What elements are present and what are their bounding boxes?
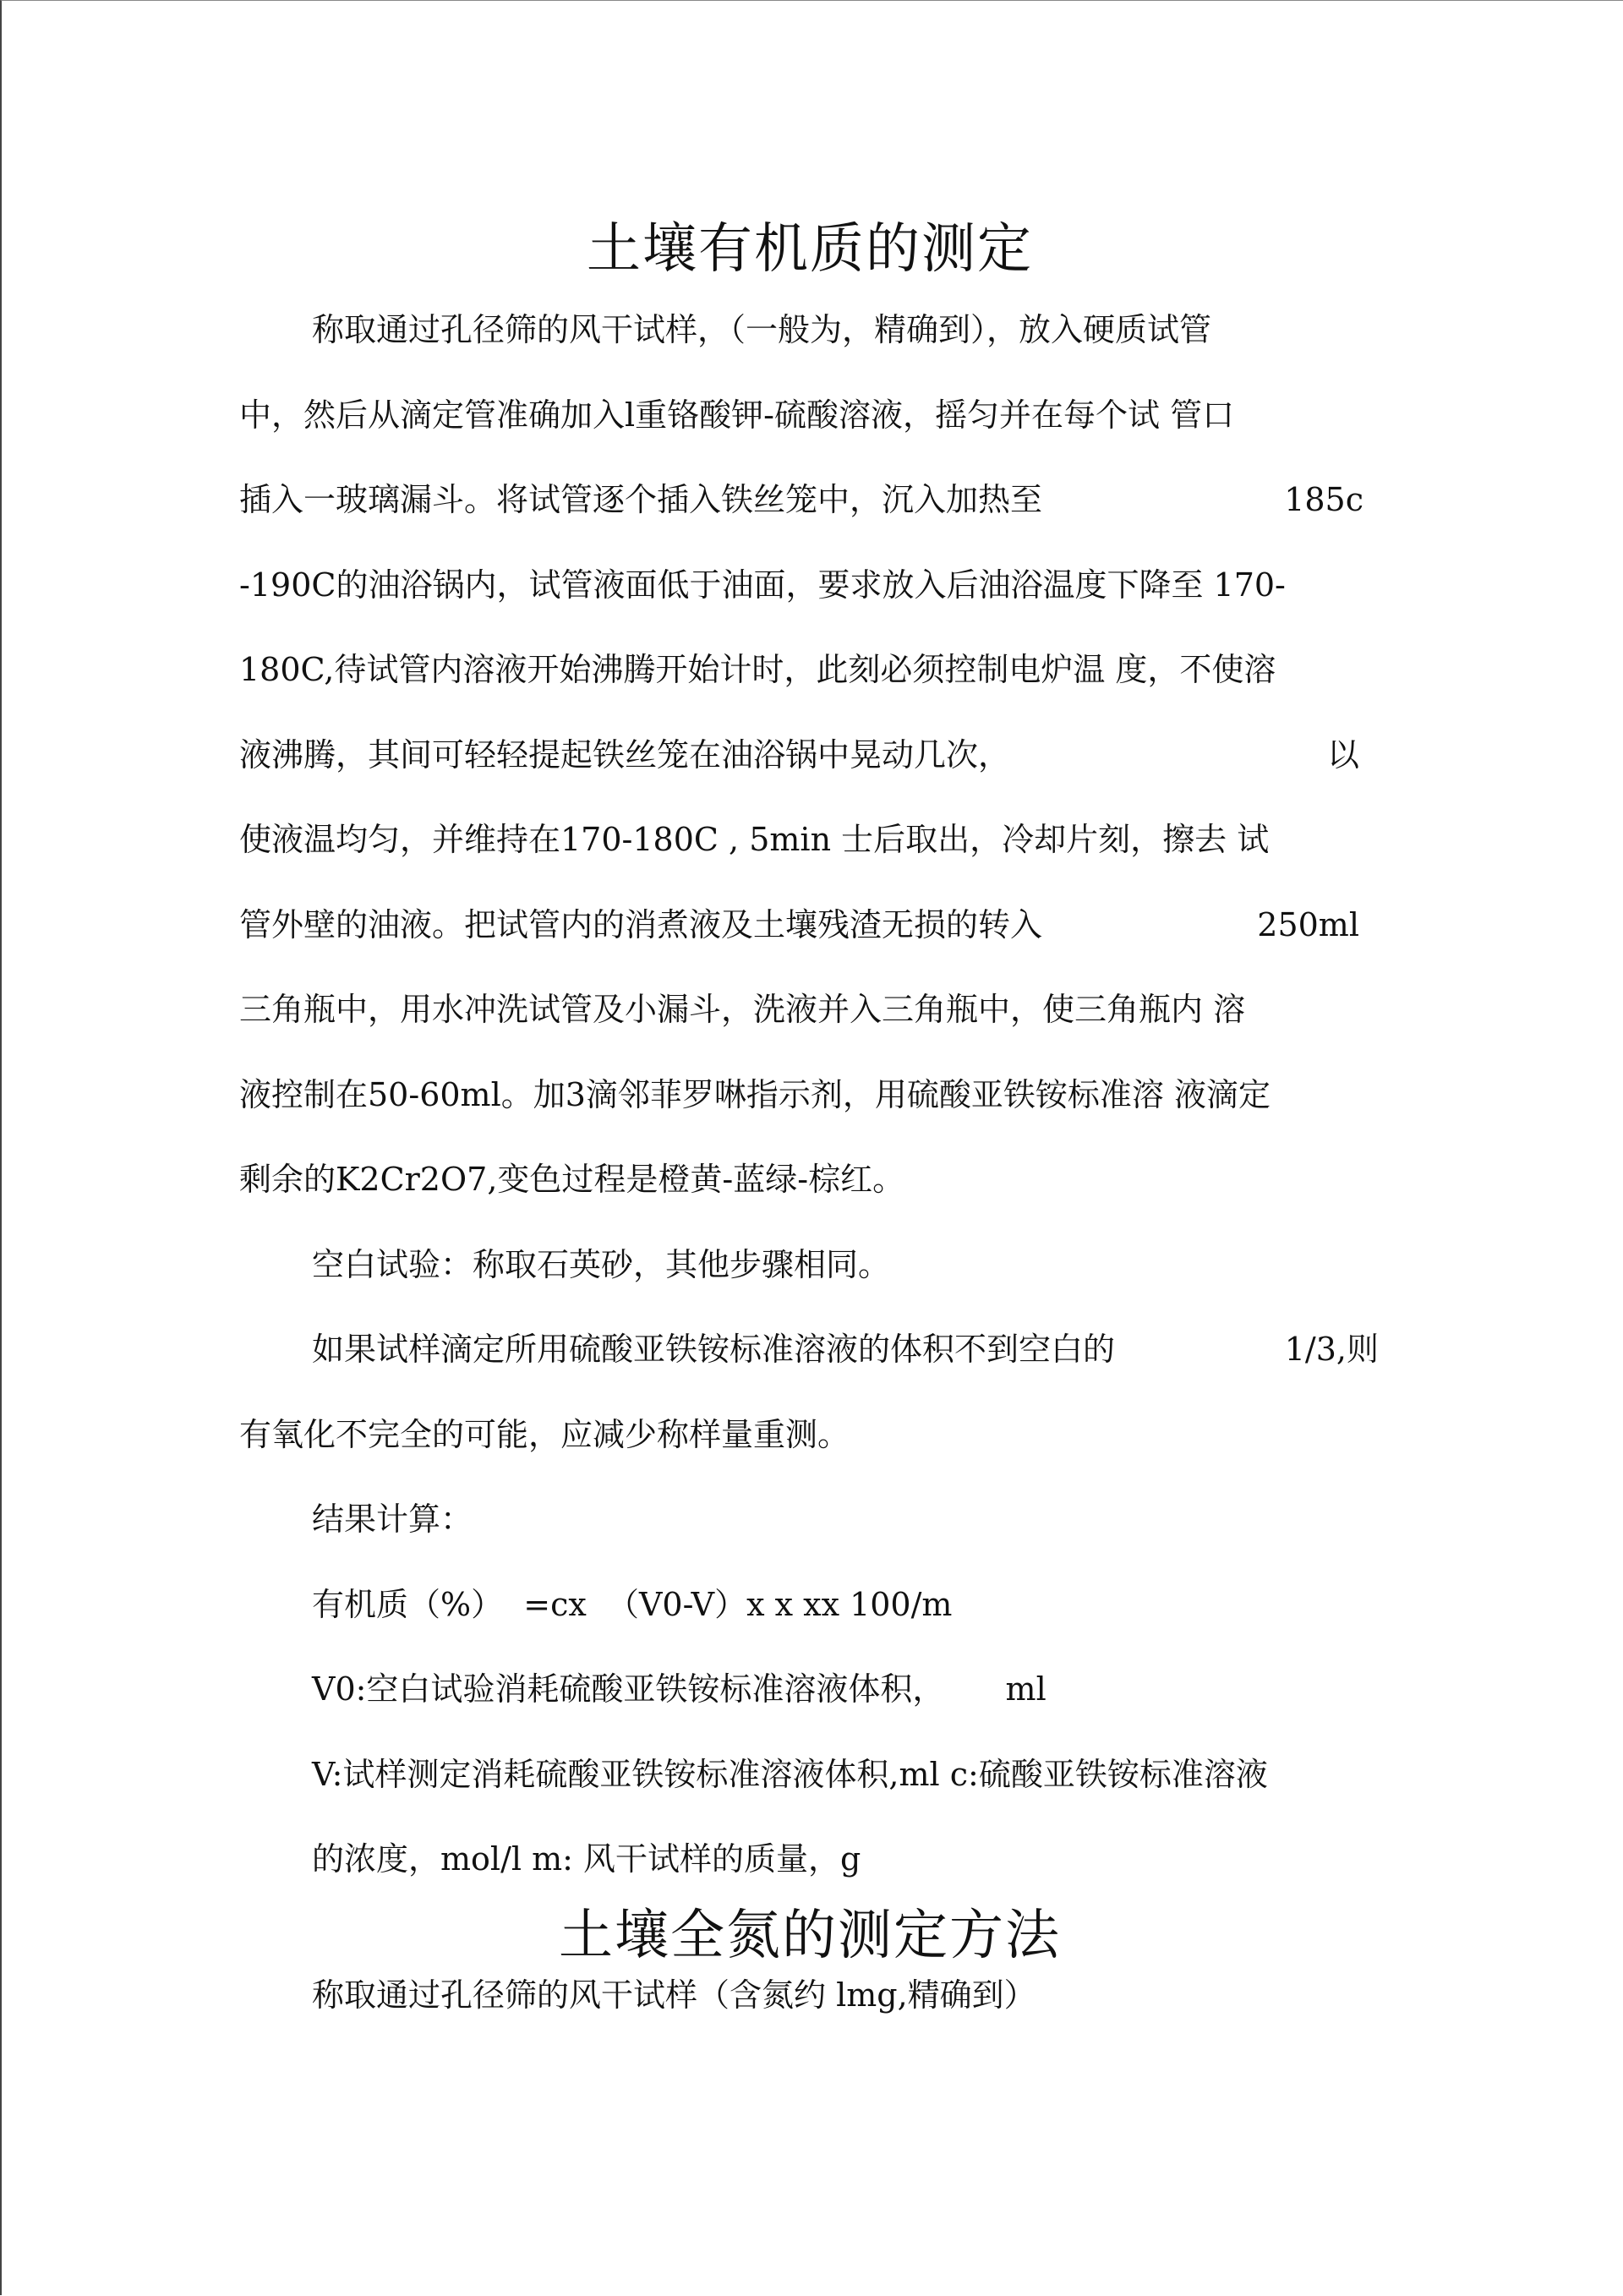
text-line: -190C的油浴锅内，试管液面低于油面，要求放入后油浴温度下降至 170- bbox=[239, 566, 1286, 604]
blank-test-line: 空白试验：称取石英砂，其他步骤相同。 bbox=[312, 1245, 891, 1283]
text-line: 称取通过孔径筛的风干试样（含氮约 lmg,精确到） bbox=[312, 1976, 1036, 2014]
text-segment: 管外壁的油液。把试管内的消煮液及土壤残渣无损的转入 bbox=[239, 905, 1043, 943]
text-line: 称取通过孔径筛的风干试样，（一般为，精确到），放入硬质试管 bbox=[312, 311, 1212, 348]
text-line: 180C,待试管内溶液开始沸腾开始计时，此刻必须控制电炉温 度，不使溶 bbox=[239, 651, 1276, 688]
text-segment: 185c bbox=[1284, 481, 1363, 518]
text-segment: 250ml bbox=[1257, 905, 1359, 943]
text-segment: 液沸腾，其间可轻轻提起铁丝笼在油浴锅中晃动几次， bbox=[239, 735, 1011, 774]
text-line bbox=[239, 883, 1380, 968]
text-line bbox=[239, 1307, 1380, 1392]
v-line: V:试样测定消耗硫酸亚铁铵标准溶液体积,ml c:硫酸亚铁铵标准溶液 bbox=[312, 1755, 1268, 1793]
text-line: 剩余的K2Cr2O7,变色过程是橙黄-蓝绿-棕红。 bbox=[239, 1161, 905, 1198]
calculation-section bbox=[239, 1477, 1380, 1902]
v0-line bbox=[239, 1647, 1380, 1732]
text-line: 液控制在50-60ml。加3滴邻菲罗啉指示剂，用硫酸亚铁铵标准溶 液滴定 bbox=[239, 1075, 1271, 1113]
text-line bbox=[239, 457, 1380, 543]
text-line: 三角瓶中，用水冲洗试管及小漏斗，洗液并入三角瓶中，使三角瓶内 溶 bbox=[239, 991, 1246, 1028]
text-segment: V0:空白试验消耗硫酸亚铁铵标准溶液体积， bbox=[312, 1670, 945, 1708]
formula-line: 有机质（%） =cx （V0-V）x x xx 100/m bbox=[312, 1585, 953, 1623]
paragraph-procedure bbox=[239, 287, 1380, 1222]
document-body bbox=[239, 211, 1380, 2020]
m-line: 的浓度，mol/l m: 风干试样的质量，g bbox=[312, 1840, 861, 1878]
text-segment: 1/3,则 bbox=[1284, 1331, 1379, 1368]
section-title: 土壤全氮的测定方法 bbox=[559, 1904, 1061, 1967]
text-segment: ml bbox=[1005, 1670, 1046, 1708]
page-title: 土壤有机质的测定 bbox=[587, 218, 1033, 281]
calc-heading: 结果计算： bbox=[312, 1501, 473, 1538]
paragraph-oxidation-note bbox=[239, 1307, 1380, 1477]
text-line: 有氧化不完全的可能，应减少称样量重测。 bbox=[239, 1415, 850, 1453]
text-line: 中，然后从滴定管准确加入l重铬酸钾-硫酸溶液，摇匀并在每个试 管口 bbox=[239, 396, 1235, 434]
text-segment: 插入一玻璃漏斗。将试管逐个插入铁丝笼中，沉入加热至 bbox=[239, 481, 1043, 518]
text-line: 使液温均匀，并维持在170-180C , 5min 士后取出，冷却片刻，擦去 试 bbox=[239, 821, 1270, 858]
text-segment: 以 bbox=[1326, 735, 1359, 774]
text-line bbox=[239, 713, 1380, 798]
text-segment: 如果试样滴定所用硫酸亚铁铵标准溶液的体积不到空白的 bbox=[312, 1331, 1116, 1368]
